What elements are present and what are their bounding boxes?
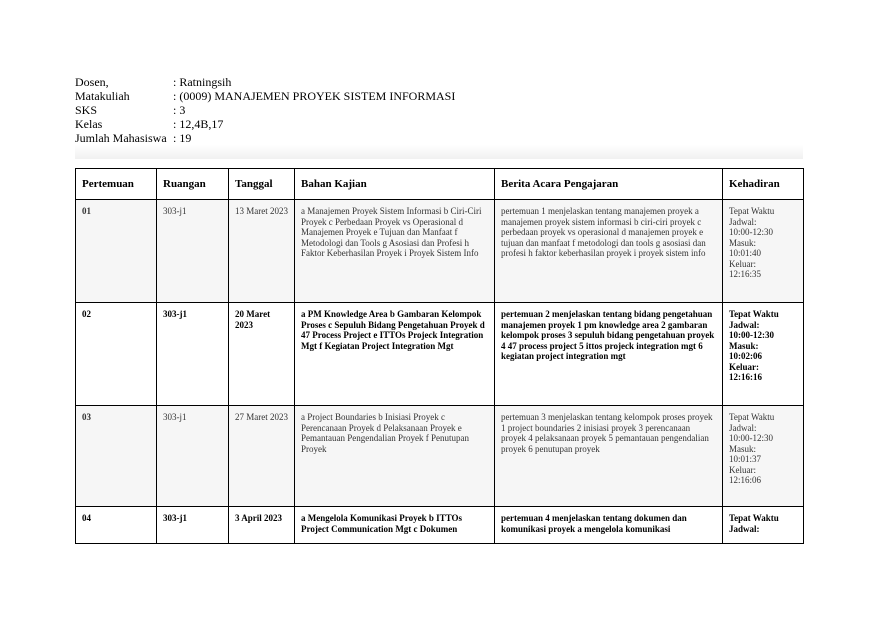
header-band [75,145,803,159]
kehadiran-line: Tepat Waktu [729,412,775,422]
info-key: Jumlah Mahasiswa [75,131,167,145]
header-tanggal: Tanggal [229,169,295,200]
course-info [75,75,455,145]
kehadiran-line: 10:00-12:30 [729,227,773,237]
kehadiran-line: Keluar: [729,464,756,475]
header-bahan-kajian: Bahan Kajian [295,169,495,200]
kehadiran-line: 12:16:16 [729,372,762,382]
cell-kehadiran [723,200,804,303]
info-value: : 12,4B,17 [173,117,224,131]
kehadiran-line: Masuk: [729,340,759,351]
kehadiran-line: 10:02:06 [729,351,762,361]
kehadiran-line: Tepat Waktu [729,309,779,319]
kehadiran-line: Tepat Waktu [729,513,779,523]
kehadiran-line: Keluar: [729,258,756,269]
table-header-row [76,169,804,200]
cell-ruangan: 303-j1 [157,303,229,406]
kehadiran-line: Jadwal: [729,319,760,330]
info-row-sks [75,103,455,117]
table-row [76,303,804,406]
cell-pertemuan: 01 [76,200,157,303]
info-key: SKS [75,103,98,117]
cell-bahan-kajian: a Manajemen Proyek Sistem Informasi b Ciri-Ciri Proyek c Perbedaan Proyek vs Operasional d Manajemen Proyek e Tujuan dan Manfaat f Metodologi dan Tools g Asosiasi dan Profesi h Faktor Keberhasilan Proyek i Proyek Sistem Info [295,200,495,303]
kehadiran-line: Tepat Waktu [729,206,775,216]
cell-tanggal: 3 April 2023 [229,507,295,544]
info-row-dosen [75,75,455,89]
header-ruangan: Ruangan [157,169,229,200]
info-value: : 3 [173,103,186,117]
cell-ruangan: 303-j1 [157,200,229,303]
cell-ruangan: 303-j1 [157,507,229,544]
kehadiran-line: 10:00-12:30 [729,433,773,443]
cell-bahan-kajian: a Mengelola Komunikasi Proyek b ITTOs Project Communication Mgt c Dokumen [295,507,495,544]
cell-berita-acara: pertemuan 1 menjelaskan tentang manajemen proyek a manajemen proyek sistem informasi b ciri-ciri proyek c perbedaan proyek vs operasional d manajemen proyek e tujuan dan manfaat f metodologi dan tools g asosiasi dan profesi h faktor keberhasilan proyek i proyek sistem info [495,200,723,303]
kehadiran-line: Jadwal: [729,216,757,227]
cell-tanggal: 20 Maret 2023 [229,303,295,406]
kehadiran-line: 10:00-12:30 [729,330,774,340]
cell-pertemuan: 02 [76,303,157,406]
kehadiran-line: Masuk: [729,237,756,248]
cell-kehadiran [723,406,804,507]
cell-berita-acara: pertemuan 2 menjelaskan tentang bidang pengetahuan manajemen proyek 1 pm knowledge area 2 gambaran kelompok proses 3 sepuluh bidang pengetahuan proyek 4 47 process project 5 ittos projeck integration mgt 6 kegiatan project integration mgt [495,303,723,406]
cell-kehadiran [723,507,804,544]
info-value: : Ratningsih [173,75,232,89]
header-berita-acara: Berita Acara Pengajaran [495,169,723,200]
kehadiran-line: 10:01:37 [729,454,762,464]
table-row [76,200,804,303]
info-value: : 19 [173,131,192,145]
cell-pertemuan: 03 [76,406,157,507]
cell-berita-acara: pertemuan 4 menjelaskan tentang dokumen dan komunikasi proyek a mengelola komunikasi [495,507,723,544]
kehadiran-line: Masuk: [729,443,756,454]
info-value: : (0009) MANAJEMEN PROYEK SISTEM INFORMASI [173,89,456,103]
cell-ruangan: 303-j1 [157,406,229,507]
kehadiran-line: Keluar: [729,361,759,372]
table-row [76,507,804,544]
header-pertemuan: Pertemuan [76,169,157,200]
table-row [76,406,804,507]
cell-bahan-kajian: a PM Knowledge Area b Gambaran Kelompok Proses c Sepuluh Bidang Pengetahuan Proyek d 47 Process Project e ITTOs Projeck Integration Mgt f Kegiatan Project Integration Mgt [295,303,495,406]
schedule-table [75,168,804,544]
kehadiran-line: 12:16:35 [729,269,762,279]
info-row-jumlah [75,131,455,145]
kehadiran-line: Jadwal: [729,523,760,534]
kehadiran-line: 10:01:40 [729,248,762,258]
info-key: Matakuliah [75,89,130,103]
cell-tanggal: 27 Maret 2023 [229,406,295,507]
info-key: Kelas [75,117,103,131]
cell-pertemuan: 04 [76,507,157,544]
info-row-matakuliah [75,89,455,103]
info-row-kelas [75,117,455,131]
kehadiran-line: 12:16:06 [729,475,762,485]
cell-tanggal: 13 Maret 2023 [229,200,295,303]
info-key: Dosen, [75,75,109,89]
cell-kehadiran [723,303,804,406]
cell-berita-acara: pertemuan 3 menjelaskan tentang kelompok proses proyek 1 project boundaries 2 inisiasi proyek 3 perencanaan proyek 4 pelaksanaan proyek 5 pemantauan pengendalian proyek 6 penutupan proyek [495,406,723,507]
cell-bahan-kajian: a Project Boundaries b Inisiasi Proyek c Perencanaan Proyek d Pelaksanaan Proyek e Pemantauan Pengendalian Proyek f Penutupan Proyek [295,406,495,507]
kehadiran-line: Jadwal: [729,422,757,433]
header-kehadiran: Kehadiran [723,169,804,200]
